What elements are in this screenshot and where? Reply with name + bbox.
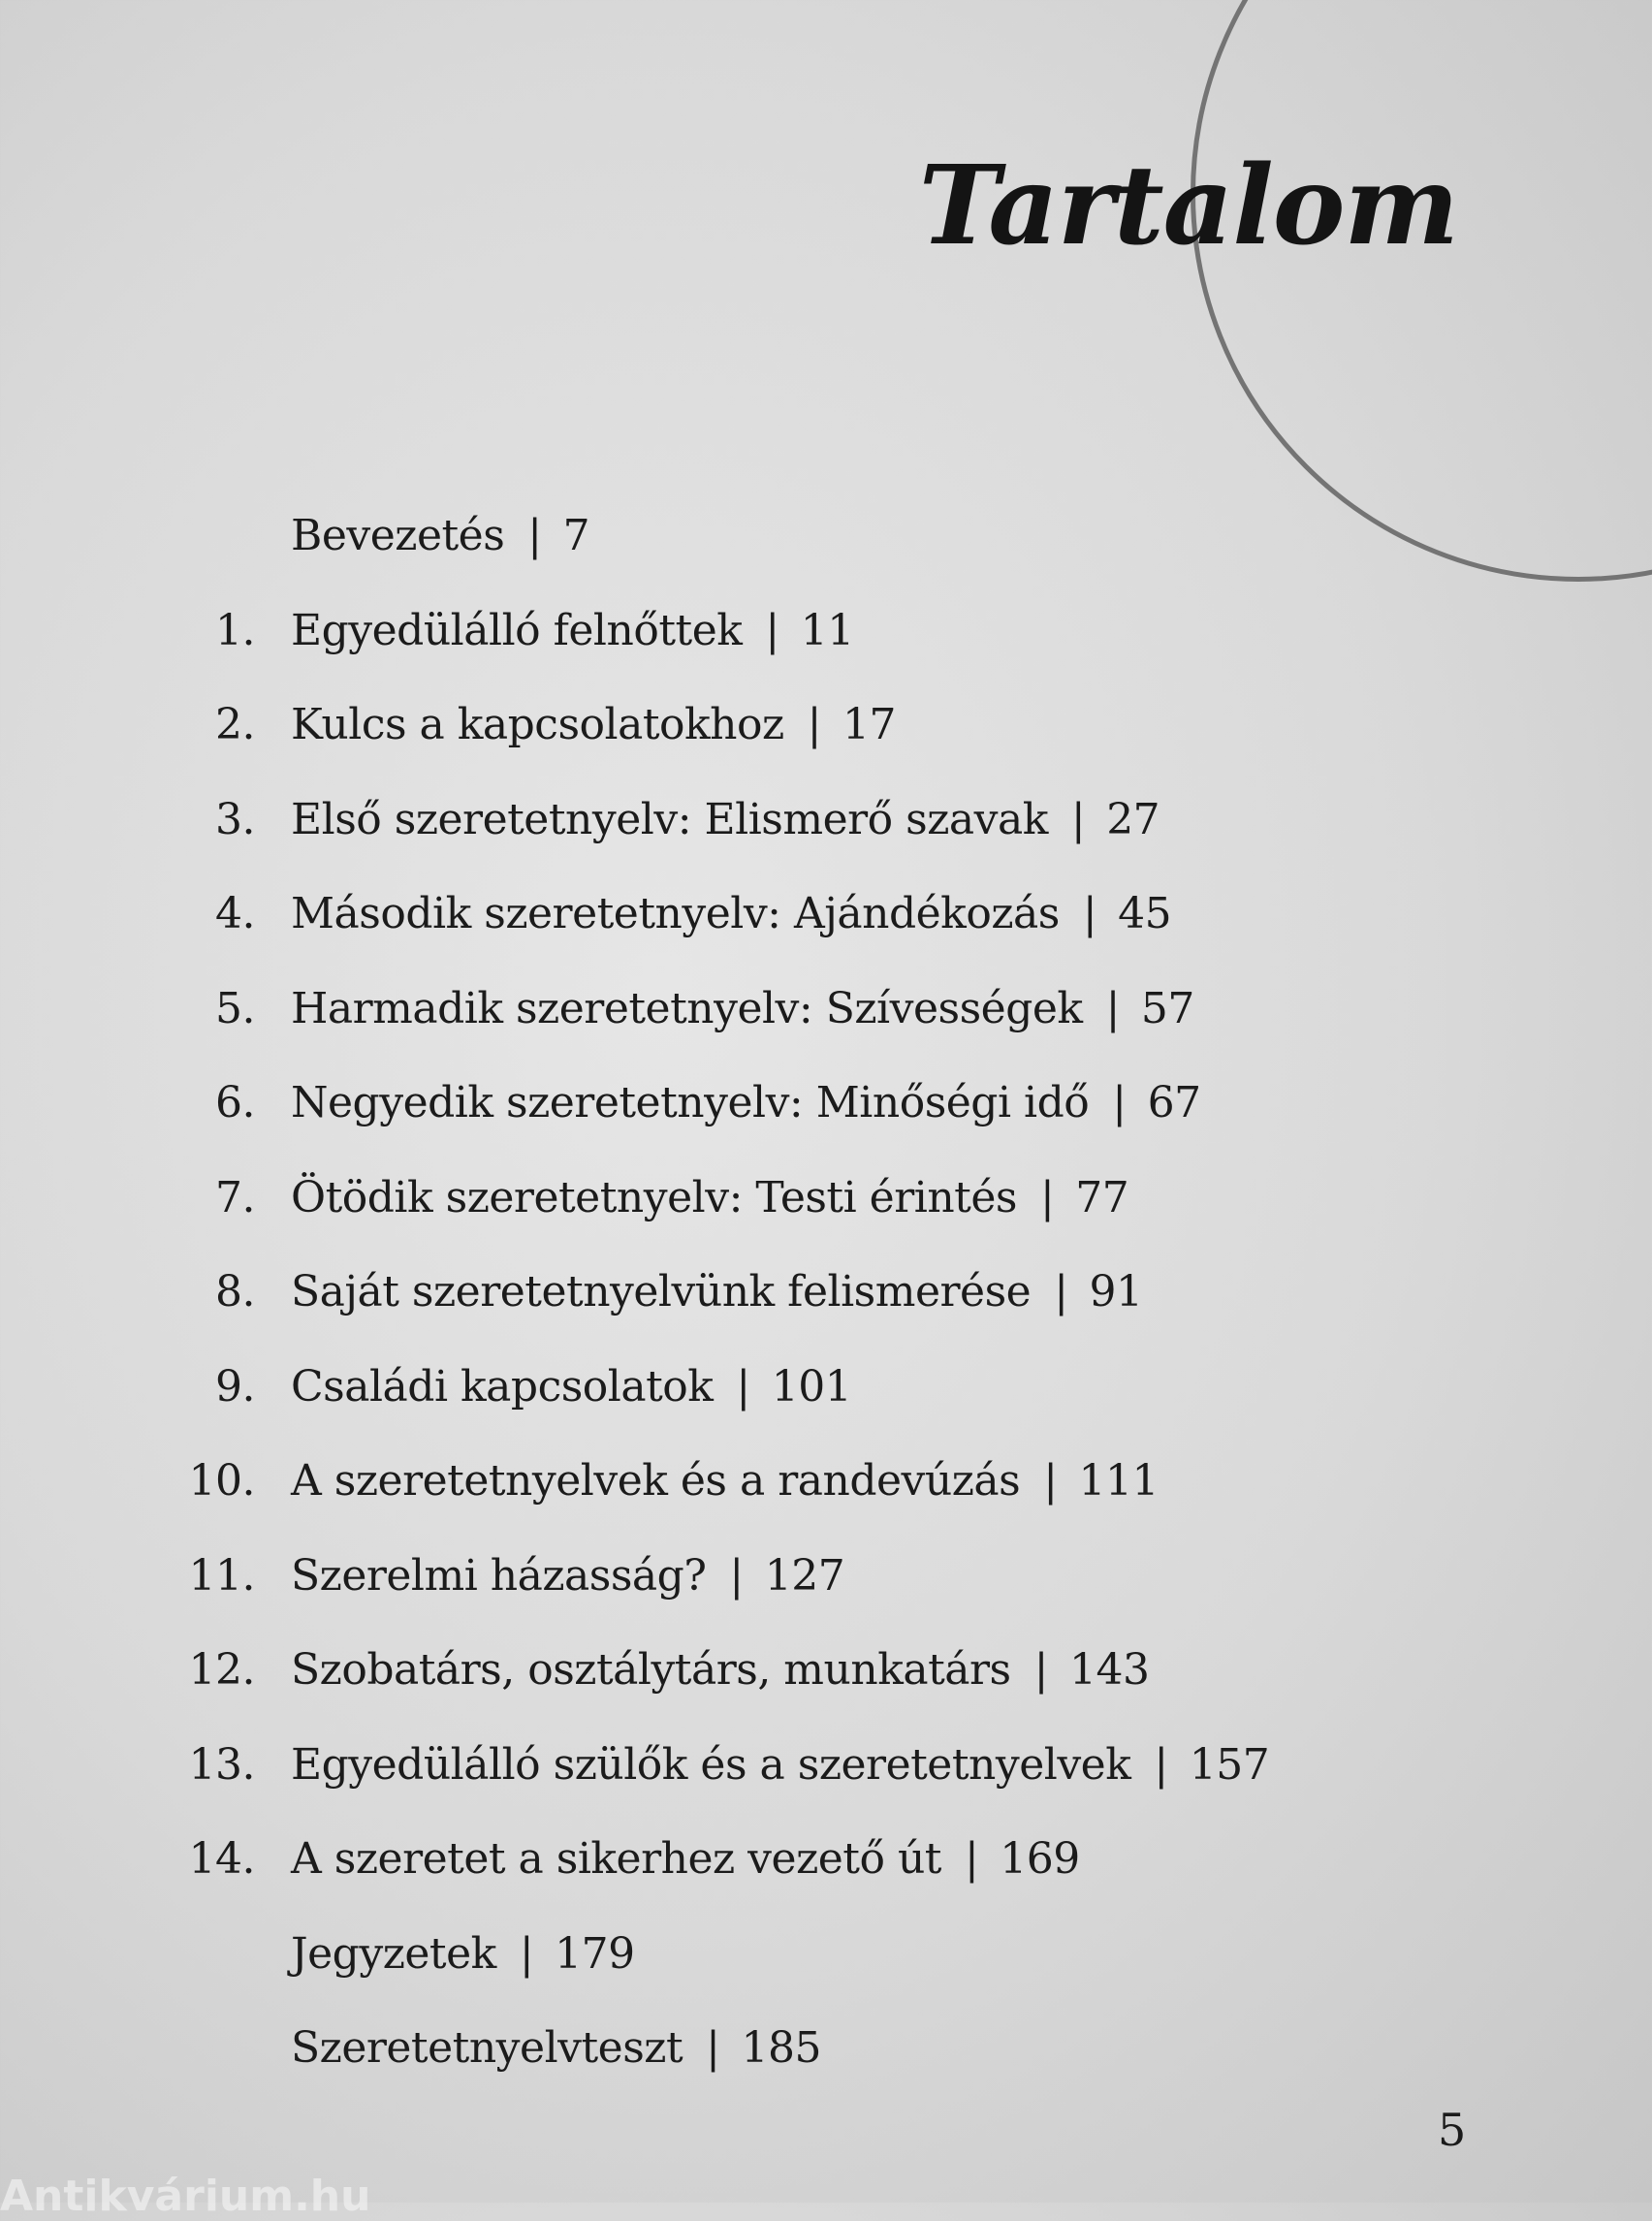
toc-entry-2: 2. Kulcs a kapcsolatokhoz | 17 bbox=[0, 693, 1652, 788]
page-number: 5 bbox=[1438, 2104, 1467, 2156]
chapter-title: Szobatárs, osztálytárs, munkatárs bbox=[291, 1645, 1011, 1695]
chapter-page: 185 bbox=[741, 2023, 821, 2073]
chapter-number: 5. bbox=[215, 983, 255, 1033]
chapter-title: A szeretetnyelvek és a randevúzás bbox=[291, 1456, 1021, 1506]
toc-entry-7: 7. Ötödik szeretetnyelv: Testi érintés | 77 bbox=[0, 1166, 1652, 1261]
chapter-page: 45 bbox=[1118, 889, 1172, 938]
chapter-page: 143 bbox=[1068, 1645, 1150, 1695]
chapter-page: 11 bbox=[800, 605, 854, 655]
chapter-number: 11. bbox=[188, 1550, 255, 1601]
chapter-page: 111 bbox=[1078, 1456, 1160, 1506]
chapter-number: 8. bbox=[215, 1267, 255, 1317]
chapter-number: 9. bbox=[215, 1361, 255, 1412]
chapter-page: 17 bbox=[842, 700, 896, 749]
toc-entry-10: 10. A szeretetnyelvek és a randevúzás | 111 bbox=[0, 1449, 1652, 1544]
chapter-title: A szeretet a sikerhez vezető út bbox=[291, 1834, 941, 1884]
chapter-number: 10. bbox=[188, 1456, 255, 1506]
chapter-page: 77 bbox=[1075, 1172, 1129, 1222]
chapter-title: Második szeretetnyelv: Ajándékozás bbox=[291, 889, 1060, 938]
chapter-page: 179 bbox=[555, 1928, 635, 1979]
chapter-number: 14. bbox=[188, 1834, 255, 1884]
toc-entry-9: 9. Családi kapcsolatok | 101 bbox=[0, 1355, 1652, 1450]
chapter-title: Szerelmi házasság? bbox=[291, 1550, 707, 1601]
toc-entry-12: 12. Szobatárs, osztálytárs, munkatárs | 143 bbox=[0, 1638, 1652, 1733]
chapter-title: Ötödik szeretetnyelv: Testi érintés bbox=[291, 1172, 1017, 1222]
decorative-circle bbox=[1191, 0, 1652, 582]
toc-entry-8: 8. Saját szeretetnyelvünk felismerése | 91 bbox=[0, 1260, 1652, 1355]
chapter-number: 1. bbox=[215, 605, 255, 655]
chapter-number: 7. bbox=[215, 1172, 255, 1222]
chapter-title: Első szeretetnyelv: Elismerő szavak bbox=[291, 794, 1048, 844]
chapter-title: Bevezetés bbox=[291, 511, 505, 560]
chapter-number: 6. bbox=[215, 1078, 255, 1127]
chapter-title: Szeretetnyelvteszt bbox=[291, 2023, 683, 2073]
chapter-page: 101 bbox=[771, 1361, 852, 1412]
toc-entry-6: 6. Negyedik szeretetnyelv: Minőségi idő | 67 bbox=[0, 1071, 1652, 1166]
chapter-title: Kulcs a kapcsolatokhoz bbox=[291, 700, 784, 749]
chapter-page: 169 bbox=[1000, 1834, 1080, 1884]
toc-entry-11: 11. Szerelmi házasság? | 127 bbox=[0, 1544, 1652, 1639]
watermark: Antikvárium.hu bbox=[0, 2172, 371, 2221]
table-of-contents bbox=[0, 504, 1652, 2111]
chapter-page: 7 bbox=[562, 511, 590, 560]
chapter-number: 3. bbox=[215, 794, 255, 844]
chapter-number: 13. bbox=[188, 1739, 255, 1790]
toc-entry-13: 13. Egyedülálló szülők és a szeretetnyelvek | 157 bbox=[0, 1733, 1652, 1828]
chapter-page: 157 bbox=[1189, 1739, 1270, 1790]
chapter-title: Családi kapcsolatok bbox=[291, 1361, 714, 1412]
chapter-number: 2. bbox=[215, 700, 255, 749]
chapter-title: Egyedülálló szülők és a szeretetnyelvek bbox=[291, 1739, 1131, 1790]
toc-entry-14: 14. A szeretet a sikerhez vezető út | 169 bbox=[0, 1827, 1652, 1922]
toc-entry-notes: Jegyzetek | 179 bbox=[291, 1928, 635, 1979]
chapter-number: 12. bbox=[188, 1645, 255, 1695]
chapter-title: Negyedik szeretetnyelv: Minőségi idő bbox=[291, 1078, 1090, 1127]
chapter-title: Jegyzetek bbox=[291, 1928, 496, 1979]
toc-entry-intro: Bevezetés | 7 bbox=[291, 511, 590, 560]
chapter-page: 91 bbox=[1089, 1267, 1143, 1317]
chapter-title: Harmadik szeretetnyelv: Szívességek bbox=[291, 983, 1083, 1033]
chapter-page: 127 bbox=[764, 1550, 845, 1601]
toc-entry-5: 5. Harmadik szeretetnyelv: Szívességek | 57 bbox=[0, 977, 1652, 1072]
toc-entry-test: Szeretetnyelvteszt | 185 bbox=[291, 2023, 821, 2073]
toc-entry-3: 3. Első szeretetnyelv: Elismerő szavak | 27 bbox=[0, 788, 1652, 883]
chapter-page: 67 bbox=[1147, 1078, 1201, 1127]
toc-entry-1: 1. Egyedülálló felnőttek | 11 bbox=[0, 599, 1652, 694]
chapter-page: 27 bbox=[1106, 794, 1160, 844]
toc-entry-4: 4. Második szeretetnyelv: Ajándékozás | 45 bbox=[0, 882, 1652, 977]
chapter-title: Egyedülálló felnőttek bbox=[291, 605, 743, 655]
chapter-title: Saját szeretetnyelvünk felismerése bbox=[291, 1267, 1032, 1317]
page-title: Tartalom bbox=[918, 143, 1458, 270]
chapter-page: 57 bbox=[1140, 983, 1194, 1033]
chapter-number: 4. bbox=[215, 889, 255, 938]
